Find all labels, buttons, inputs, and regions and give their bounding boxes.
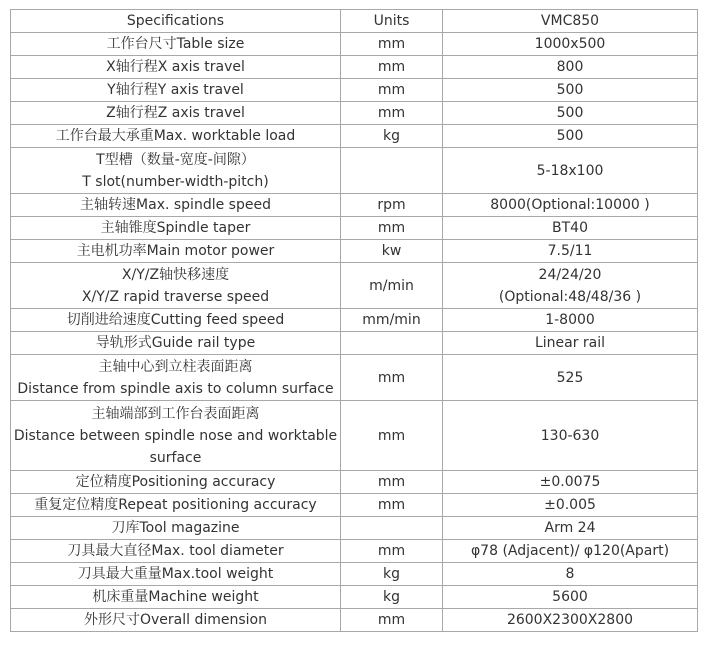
header-units: Units (341, 10, 443, 33)
value-cell-line: 1-8000 (545, 312, 595, 328)
unit-cell: mm (341, 540, 443, 563)
unit-cell (341, 332, 443, 355)
spec-cell-line: X/Y/Z rapid traverse speed (81, 288, 270, 305)
spec-cell-line: Distance from spindle axis to column surface (17, 380, 334, 397)
value-cell (443, 332, 698, 355)
unit-cell: mm (341, 56, 443, 79)
spec-cell-line: 主轴锥度Spindle taper (100, 220, 251, 236)
table-row (11, 609, 698, 632)
spec-cell (11, 586, 341, 609)
spec-cell (11, 56, 341, 79)
table-row (11, 309, 698, 332)
spec-cell-line: 刀具最大直径Max. tool diameter (67, 543, 284, 559)
spec-cell (11, 125, 341, 148)
spec-cell (11, 79, 341, 102)
spec-cell (11, 148, 341, 194)
value-cell-line: Arm 24 (544, 520, 596, 536)
value-cell (443, 471, 698, 494)
spec-cell (11, 33, 341, 56)
value-cell (443, 33, 698, 56)
spec-cell-line: 主轴转速Max. spindle speed (80, 197, 271, 213)
unit-cell: kg (341, 586, 443, 609)
value-cell-line: 8000(Optional:10000 ) (490, 197, 650, 213)
unit-cell (341, 148, 443, 194)
spec-cell (11, 240, 341, 263)
value-cell (443, 125, 698, 148)
spec-cell-line: 工作台最大承重Max. worktable load (55, 128, 296, 144)
table-row (11, 355, 698, 401)
value-cell-line: 500 (556, 105, 584, 121)
spec-cell-line: T型槽（数量-宽度-间隙） (96, 151, 255, 168)
unit-cell: m/min (341, 263, 443, 309)
table-row (11, 263, 698, 309)
spec-cell-line: Y轴行程Y axis travel (107, 82, 244, 98)
spec-cell (11, 332, 341, 355)
table-row (11, 240, 698, 263)
value-cell-line: 5-18x100 (536, 162, 604, 179)
value-cell-line: 24/24/20 (538, 266, 602, 283)
value-cell (443, 494, 698, 517)
value-cell-line: ±0.0075 (539, 474, 601, 490)
spec-cell (11, 355, 341, 401)
table-row (11, 332, 698, 355)
spec-cell (11, 401, 341, 471)
value-cell-line: 7.5/11 (547, 243, 593, 259)
table-row (11, 540, 698, 563)
value-cell (443, 355, 698, 401)
table-row (11, 33, 698, 56)
unit-cell (341, 517, 443, 540)
spec-cell-line: T slot(number-width-pitch) (82, 173, 269, 190)
value-cell-line: BT40 (552, 220, 588, 236)
value-cell (443, 194, 698, 217)
value-cell-line: ±0.005 (544, 497, 596, 513)
spec-cell-line: 定位精度Positioning accuracy (75, 474, 276, 490)
value-cell-line: 500 (556, 128, 584, 144)
spec-cell-line: 切削进给速度Cutting feed speed (66, 312, 285, 328)
value-cell (443, 102, 698, 125)
unit-cell: kw (341, 240, 443, 263)
spec-cell (11, 540, 341, 563)
spec-cell-line: surface (149, 449, 202, 466)
spec-cell-line: 外形尺寸Overall dimension (83, 612, 267, 628)
value-cell-line: 130-630 (540, 427, 600, 444)
value-cell (443, 309, 698, 332)
spec-cell-line: 主轴端部到工作台表面距离 (91, 405, 260, 422)
spec-cell (11, 494, 341, 517)
unit-cell: mm (341, 33, 443, 56)
value-cell (443, 563, 698, 586)
value-cell (443, 609, 698, 632)
table-row (11, 217, 698, 240)
spec-cell (11, 194, 341, 217)
value-cell-line: 8 (565, 566, 575, 582)
spec-cell (11, 217, 341, 240)
value-cell (443, 217, 698, 240)
value-cell (443, 517, 698, 540)
value-cell (443, 263, 698, 309)
value-cell (443, 148, 698, 194)
unit-cell: kg (341, 563, 443, 586)
spec-cell-line: 导轨形式Guide rail type (95, 335, 256, 351)
value-cell-line: Linear rail (534, 335, 606, 351)
value-cell-line: 525 (556, 369, 584, 386)
unit-cell: mm/min (341, 309, 443, 332)
value-cell-line: 5600 (552, 589, 588, 605)
spec-cell-line: X轴行程X axis travel (106, 59, 245, 75)
table-row (11, 56, 698, 79)
value-cell-line: φ78 (Adjacent)/ φ120(Apart) (470, 543, 670, 559)
unit-cell: mm (341, 401, 443, 471)
table-row (11, 471, 698, 494)
table-row (11, 563, 698, 586)
value-cell (443, 56, 698, 79)
unit-cell: mm (341, 494, 443, 517)
unit-cell: mm (341, 217, 443, 240)
unit-cell: mm (341, 102, 443, 125)
unit-cell: mm (341, 471, 443, 494)
unit-cell: rpm (341, 194, 443, 217)
table-row (11, 125, 698, 148)
spec-cell (11, 609, 341, 632)
spec-cell (11, 471, 341, 494)
value-cell (443, 586, 698, 609)
value-cell (443, 240, 698, 263)
value-cell-line: (Optional:48/48/36 ) (498, 288, 642, 305)
header-model: VMC850 (443, 10, 698, 33)
table-row (11, 79, 698, 102)
spec-cell (11, 263, 341, 309)
spec-cell (11, 517, 341, 540)
unit-cell: kg (341, 125, 443, 148)
value-cell (443, 401, 698, 471)
header-row (11, 10, 698, 33)
spec-cell (11, 102, 341, 125)
spec-cell-line: 主电机功率Main motor power (76, 243, 275, 259)
spec-cell-line: 刀库Tool magazine (111, 520, 240, 536)
spec-cell-line: 工作台尺寸Table size (106, 36, 245, 52)
spec-cell-line: 重复定位精度Repeat positioning accuracy (34, 497, 317, 513)
spec-table (10, 9, 698, 632)
table-row (11, 401, 698, 471)
value-cell-line: 2600X2300X2800 (506, 612, 634, 628)
value-cell-line: 500 (556, 82, 584, 98)
value-cell-line: 1000x500 (534, 36, 606, 52)
table-row (11, 102, 698, 125)
spec-cell-line: Distance between spindle nose and worktable (13, 427, 338, 444)
table-row (11, 194, 698, 217)
spec-cell-line: 机床重量Machine weight (92, 589, 259, 605)
value-cell (443, 540, 698, 563)
spec-cell (11, 309, 341, 332)
spec-cell-line: Z轴行程Z axis travel (106, 105, 245, 121)
spec-cell (11, 563, 341, 586)
table-row (11, 494, 698, 517)
unit-cell: mm (341, 609, 443, 632)
spec-cell-line: X/Y/Z轴快移速度 (121, 266, 230, 283)
spec-cell-line: 刀具最大重量Max.tool weight (77, 566, 274, 582)
unit-cell: mm (341, 79, 443, 102)
table-row (11, 148, 698, 194)
table-row (11, 586, 698, 609)
spec-cell-line: 主轴中心到立柱表面距离 (98, 358, 253, 375)
spec-table-container (10, 9, 698, 632)
header-specifications: Specifications (11, 10, 341, 33)
value-cell-line: 800 (556, 59, 584, 75)
value-cell (443, 79, 698, 102)
table-row (11, 517, 698, 540)
unit-cell: mm (341, 355, 443, 401)
